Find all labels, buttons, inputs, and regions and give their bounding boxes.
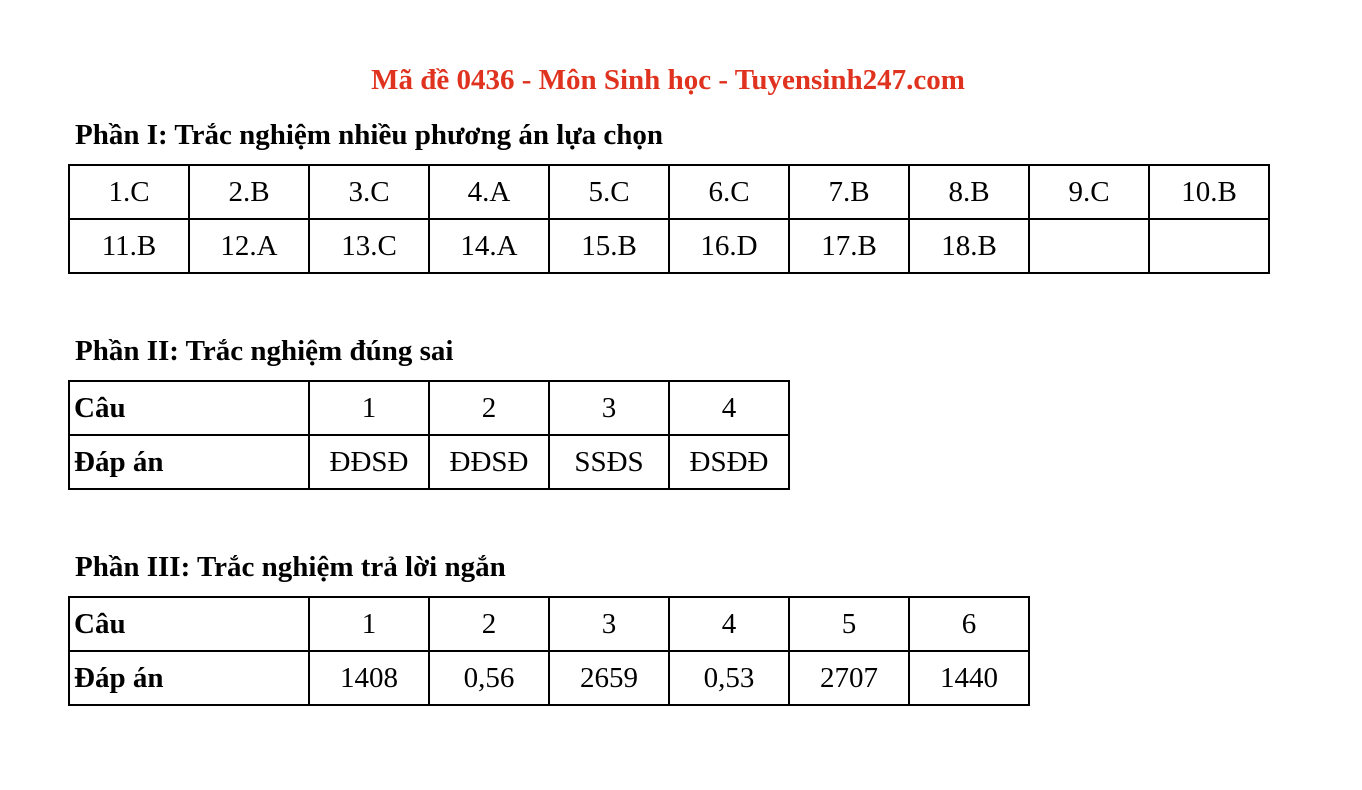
- answer-cell: 9.C: [1029, 165, 1149, 219]
- part2-heading: Phần II: Trắc nghiệm đúng sai: [75, 335, 454, 367]
- row-label-answer: Đáp án: [69, 435, 309, 489]
- answer-cell: 1408: [309, 651, 429, 705]
- question-number: 1: [309, 381, 429, 435]
- answer-cell: 4.A: [429, 165, 549, 219]
- question-number: 4: [669, 597, 789, 651]
- answer-cell: 5.C: [549, 165, 669, 219]
- answer-cell: ĐĐSĐ: [429, 435, 549, 489]
- part3-answer-table: [68, 596, 1030, 706]
- answer-cell: 2.B: [189, 165, 309, 219]
- table-row: [69, 597, 1029, 651]
- answer-cell: 10.B: [1149, 165, 1269, 219]
- answer-cell: 13.C: [309, 219, 429, 273]
- question-number: 3: [549, 381, 669, 435]
- answer-cell: 15.B: [549, 219, 669, 273]
- empty-cell: [1149, 219, 1269, 273]
- answer-cell: SSĐS: [549, 435, 669, 489]
- answer-cell: 1440: [909, 651, 1029, 705]
- part3-heading: Phần III: Trắc nghiệm trả lời ngắn: [75, 551, 506, 583]
- part1-heading: Phần I: Trắc nghiệm nhiều phương án lựa chọn: [75, 119, 664, 151]
- table-row: [69, 381, 789, 435]
- answer-cell: 17.B: [789, 219, 909, 273]
- row-label-answer: Đáp án: [69, 651, 309, 705]
- question-number: 2: [429, 597, 549, 651]
- answer-cell: 2659: [549, 651, 669, 705]
- part1-answer-table: [68, 164, 1270, 274]
- table-row: [69, 651, 1029, 705]
- row-label-question: Câu: [69, 597, 309, 651]
- table-row: [69, 165, 1269, 219]
- question-number: 6: [909, 597, 1029, 651]
- row-label-question: Câu: [69, 381, 309, 435]
- table-row: [69, 219, 1269, 273]
- answer-cell: 7.B: [789, 165, 909, 219]
- page-title: Mã đề 0436 - Môn Sinh học - Tuyensinh247.com: [371, 64, 965, 96]
- empty-cell: [1029, 219, 1149, 273]
- answer-cell: ĐĐSĐ: [309, 435, 429, 489]
- answer-cell: 0,56: [429, 651, 549, 705]
- question-number: 4: [669, 381, 789, 435]
- question-number: 3: [549, 597, 669, 651]
- answer-cell: 12.A: [189, 219, 309, 273]
- answer-cell: 8.B: [909, 165, 1029, 219]
- answer-cell: 1.C: [69, 165, 189, 219]
- answer-cell: 11.B: [69, 219, 189, 273]
- answer-cell: 14.A: [429, 219, 549, 273]
- answer-cell: 18.B: [909, 219, 1029, 273]
- part2-answer-table: [68, 380, 790, 490]
- question-number: 2: [429, 381, 549, 435]
- answer-cell: 3.C: [309, 165, 429, 219]
- answer-cell: 2707: [789, 651, 909, 705]
- question-number: 5: [789, 597, 909, 651]
- answer-cell: 6.C: [669, 165, 789, 219]
- table-row: [69, 435, 789, 489]
- question-number: 1: [309, 597, 429, 651]
- answer-cell: 0,53: [669, 651, 789, 705]
- answer-cell: 16.D: [669, 219, 789, 273]
- answer-cell: ĐSĐĐ: [669, 435, 789, 489]
